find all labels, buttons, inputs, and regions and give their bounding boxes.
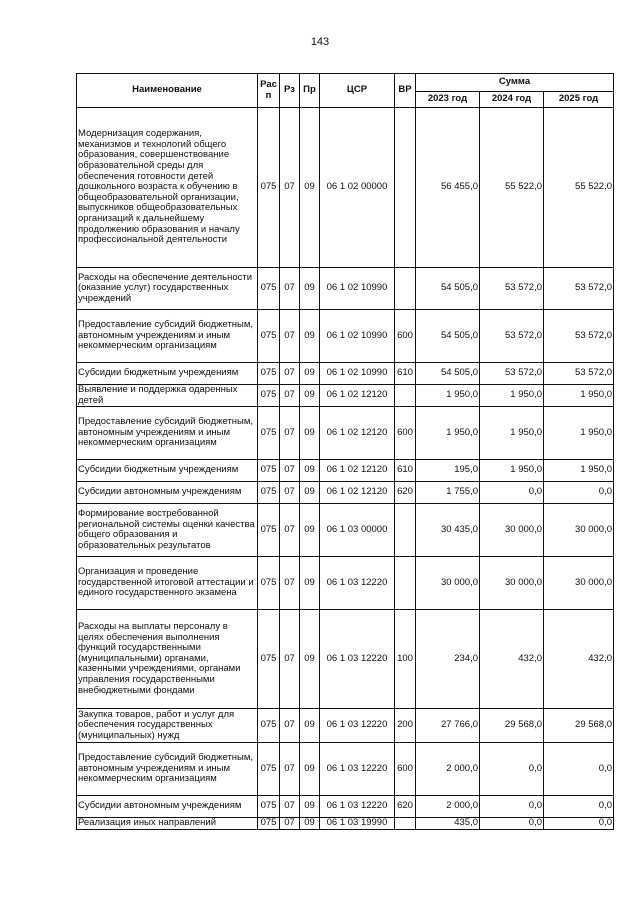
row-csr: 06 1 03 00000 <box>320 504 395 557</box>
row-ras: 075 <box>258 460 280 482</box>
row-name: Формирование востребованной региональной системы оценки качества общего образования и образовательных результатов <box>77 504 258 557</box>
row-sum-2023: 56 455,0 <box>416 108 480 268</box>
row-sum-2025: 432,0 <box>544 610 614 709</box>
header-rz: Рз <box>280 74 300 108</box>
row-ras: 075 <box>258 818 280 830</box>
table-row <box>77 108 614 268</box>
row-name: Субсидии бюджетным учреждениям <box>77 460 258 482</box>
row-sum-2023: 2 000,0 <box>416 743 480 796</box>
row-csr: 06 1 02 10990 <box>320 363 395 385</box>
row-ras: 075 <box>258 385 280 407</box>
row-pr: 09 <box>300 743 320 796</box>
row-name: Выявление и поддержка одаренных детей <box>77 385 258 407</box>
row-csr: 06 1 02 12120 <box>320 460 395 482</box>
header-sum: Сумма <box>416 74 614 92</box>
row-ras: 075 <box>258 482 280 504</box>
row-sum-2023: 1 755,0 <box>416 482 480 504</box>
row-ras: 075 <box>258 363 280 385</box>
row-sum-2025: 0,0 <box>544 818 614 830</box>
row-sum-2025: 53 572,0 <box>544 363 614 385</box>
row-sum-2023: 54 505,0 <box>416 310 480 363</box>
table-row <box>77 310 614 363</box>
row-vr <box>395 108 416 268</box>
row-csr: 06 1 03 12220 <box>320 557 395 610</box>
row-rz: 07 <box>280 504 300 557</box>
row-sum-2024: 1 950,0 <box>480 385 544 407</box>
row-pr: 09 <box>300 460 320 482</box>
row-sum-2025: 0,0 <box>544 743 614 796</box>
row-sum-2024: 53 572,0 <box>480 268 544 310</box>
row-sum-2023: 195,0 <box>416 460 480 482</box>
row-rz: 07 <box>280 482 300 504</box>
row-pr: 09 <box>300 610 320 709</box>
row-vr: 200 <box>395 709 416 743</box>
row-vr: 610 <box>395 460 416 482</box>
row-csr: 06 1 02 12120 <box>320 482 395 504</box>
row-sum-2023: 30 435,0 <box>416 504 480 557</box>
row-name: Субсидии автономным учреждениям <box>77 482 258 504</box>
table-body <box>77 108 614 830</box>
row-sum-2025: 53 572,0 <box>544 268 614 310</box>
table-row <box>77 557 614 610</box>
table-header <box>77 74 614 108</box>
row-vr <box>395 557 416 610</box>
row-sum-2025: 29 568,0 <box>544 709 614 743</box>
row-name: Реализация иных направлений <box>77 818 258 830</box>
row-sum-2024: 1 950,0 <box>480 460 544 482</box>
page-number: 143 <box>310 36 330 48</box>
row-sum-2023: 1 950,0 <box>416 385 480 407</box>
row-csr: 06 1 03 12220 <box>320 709 395 743</box>
row-name: Модернизация содержания, механизмов и технологий общего образования, совершенствование образовательной среды для обеспечения готовности детей дошкольного возраста к обучению в общеобразовательной организации, выпускников общеобразовательных организаций к дальнейшему продолжению образования и началу профессиональной деятельности <box>77 108 258 268</box>
row-sum-2025: 1 950,0 <box>544 407 614 460</box>
row-sum-2025: 1 950,0 <box>544 385 614 407</box>
row-vr: 620 <box>395 482 416 504</box>
row-ras: 075 <box>258 610 280 709</box>
row-vr <box>395 818 416 830</box>
row-sum-2024: 29 568,0 <box>480 709 544 743</box>
row-sum-2024: 0,0 <box>480 743 544 796</box>
table-row <box>77 709 614 743</box>
row-rz: 07 <box>280 310 300 363</box>
row-name: Субсидии бюджетным учреждениям <box>77 363 258 385</box>
row-name: Расходы на выплаты персоналу в целях обеспечения выполнения функций государственными (муниципальными) органами, казенными учреждениями, органами управления государственными внебюджетными фондами <box>77 610 258 709</box>
row-sum-2024: 0,0 <box>480 818 544 830</box>
row-vr: 620 <box>395 796 416 818</box>
row-vr: 100 <box>395 610 416 709</box>
row-sum-2024: 30 000,0 <box>480 504 544 557</box>
row-name: Организация и проведение государственной итоговой аттестации и единого государственного экзамена <box>77 557 258 610</box>
row-pr: 09 <box>300 557 320 610</box>
row-sum-2023: 54 505,0 <box>416 363 480 385</box>
row-csr: 06 1 02 10990 <box>320 310 395 363</box>
table-row <box>77 363 614 385</box>
row-sum-2023: 435,0 <box>416 818 480 830</box>
table-row <box>77 504 614 557</box>
row-sum-2025: 53 572,0 <box>544 310 614 363</box>
row-rz: 07 <box>280 363 300 385</box>
row-ras: 075 <box>258 108 280 268</box>
row-rz: 07 <box>280 557 300 610</box>
row-csr: 06 1 03 19990 <box>320 818 395 830</box>
row-ras: 075 <box>258 796 280 818</box>
row-rz: 07 <box>280 385 300 407</box>
row-ras: 075 <box>258 407 280 460</box>
row-pr: 09 <box>300 407 320 460</box>
row-vr <box>395 268 416 310</box>
table-row <box>77 796 614 818</box>
row-vr <box>395 385 416 407</box>
row-ras: 075 <box>258 504 280 557</box>
row-sum-2023: 27 766,0 <box>416 709 480 743</box>
header-pr: Пр <box>300 74 320 108</box>
row-name: Предоставление субсидий бюджетным, автономным учреждениям и иным некоммерческим организациям <box>77 407 258 460</box>
row-csr: 06 1 02 12120 <box>320 407 395 460</box>
row-vr: 600 <box>395 310 416 363</box>
row-pr: 09 <box>300 482 320 504</box>
row-sum-2023: 2 000,0 <box>416 796 480 818</box>
row-sum-2023: 1 950,0 <box>416 407 480 460</box>
row-sum-2024: 432,0 <box>480 610 544 709</box>
row-sum-2024: 55 522,0 <box>480 108 544 268</box>
row-sum-2025: 55 522,0 <box>544 108 614 268</box>
row-sum-2025: 0,0 <box>544 796 614 818</box>
budget-table <box>76 73 614 830</box>
row-rz: 07 <box>280 796 300 818</box>
row-name: Расходы на обеспечение деятельности (оказание услуг) государственных учреждений <box>77 268 258 310</box>
row-vr <box>395 504 416 557</box>
row-pr: 09 <box>300 268 320 310</box>
row-rz: 07 <box>280 407 300 460</box>
row-ras: 075 <box>258 268 280 310</box>
row-vr: 600 <box>395 407 416 460</box>
row-rz: 07 <box>280 268 300 310</box>
row-pr: 09 <box>300 363 320 385</box>
row-sum-2025: 30 000,0 <box>544 557 614 610</box>
row-rz: 07 <box>280 709 300 743</box>
header-2023: 2023 год <box>416 92 480 108</box>
row-ras: 075 <box>258 557 280 610</box>
row-vr: 600 <box>395 743 416 796</box>
table-row <box>77 818 614 830</box>
row-csr: 06 1 02 10990 <box>320 268 395 310</box>
header-vr: ВР <box>395 74 416 108</box>
row-sum-2025: 1 950,0 <box>544 460 614 482</box>
row-rz: 07 <box>280 818 300 830</box>
row-sum-2023: 54 505,0 <box>416 268 480 310</box>
row-csr: 06 1 03 12220 <box>320 796 395 818</box>
row-ras: 075 <box>258 743 280 796</box>
header-2025: 2025 год <box>544 92 614 108</box>
header-2024: 2024 год <box>480 92 544 108</box>
row-sum-2023: 234,0 <box>416 610 480 709</box>
row-pr: 09 <box>300 796 320 818</box>
row-csr: 06 1 02 00000 <box>320 108 395 268</box>
row-sum-2024: 53 572,0 <box>480 310 544 363</box>
row-rz: 07 <box>280 610 300 709</box>
table-row <box>77 385 614 407</box>
table-row <box>77 268 614 310</box>
table-row <box>77 460 614 482</box>
row-sum-2024: 30 000,0 <box>480 557 544 610</box>
header-ras: Рас п <box>258 74 280 108</box>
row-rz: 07 <box>280 108 300 268</box>
row-pr: 09 <box>300 310 320 363</box>
row-sum-2023: 30 000,0 <box>416 557 480 610</box>
table-row <box>77 482 614 504</box>
row-sum-2024: 0,0 <box>480 796 544 818</box>
row-name: Закупка товаров, работ и услуг для обеспечения государственных (муниципальных) нужд <box>77 709 258 743</box>
row-sum-2024: 0,0 <box>480 482 544 504</box>
row-vr: 610 <box>395 363 416 385</box>
row-pr: 09 <box>300 818 320 830</box>
row-pr: 09 <box>300 504 320 557</box>
table-row <box>77 610 614 709</box>
row-csr: 06 1 03 12220 <box>320 610 395 709</box>
row-name: Субсидии автономным учреждениям <box>77 796 258 818</box>
row-csr: 06 1 02 12120 <box>320 385 395 407</box>
table-row <box>77 407 614 460</box>
row-rz: 07 <box>280 460 300 482</box>
row-sum-2024: 53 572,0 <box>480 363 544 385</box>
row-sum-2024: 1 950,0 <box>480 407 544 460</box>
row-name: Предоставление субсидий бюджетным, автономным учреждениям и иным некоммерческим организациям <box>77 310 258 363</box>
row-pr: 09 <box>300 385 320 407</box>
row-pr: 09 <box>300 709 320 743</box>
row-ras: 075 <box>258 709 280 743</box>
row-csr: 06 1 03 12220 <box>320 743 395 796</box>
table-row <box>77 743 614 796</box>
header-csr: ЦСР <box>320 74 395 108</box>
header-name: Наименование <box>77 74 258 108</box>
row-rz: 07 <box>280 743 300 796</box>
row-ras: 075 <box>258 310 280 363</box>
row-sum-2025: 30 000,0 <box>544 504 614 557</box>
row-pr: 09 <box>300 108 320 268</box>
row-name: Предоставление субсидий бюджетным, автономным учреждениям и иным некоммерческим организациям <box>77 743 258 796</box>
row-sum-2025: 0,0 <box>544 482 614 504</box>
